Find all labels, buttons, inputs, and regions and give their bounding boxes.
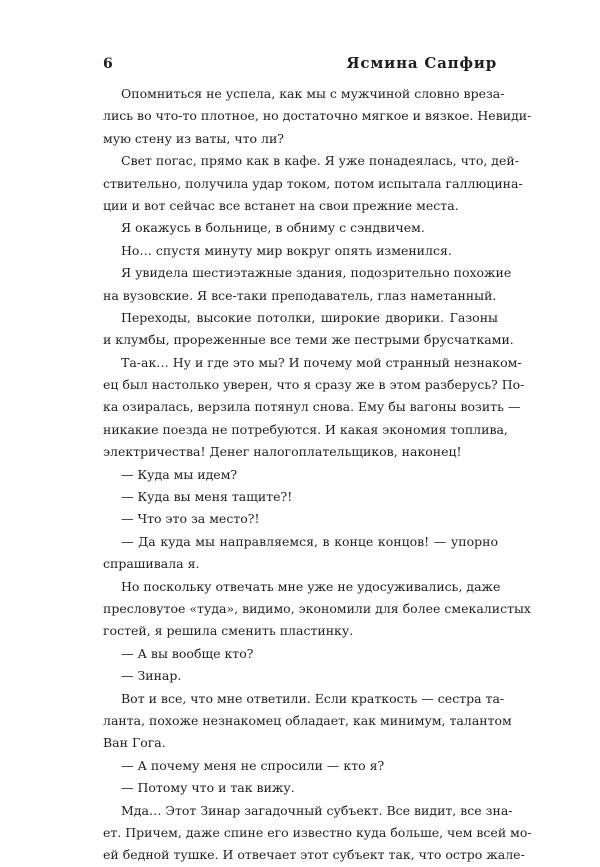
text-line: ет. Причем, даже спине его известно куда больше, чем всей мо- [103, 824, 532, 840]
text-line: — А почему меня не спросили — кто я? [121, 757, 385, 773]
text-line: на вузовские. Я все-таки преподаватель, глаз наметанный. [103, 287, 497, 303]
text-line: Мда… Этот Зинар загадочный субъект. Все видит, все зна- [121, 802, 513, 818]
text-line: — Зинар. [121, 668, 182, 684]
text-line: никакие поезда не потребуются. И какая экономия топлива, [103, 421, 508, 437]
text-line: ка озиралась, верзила потянул снова. Ему бы вагоны возить — [103, 399, 521, 415]
text-line: Опомниться не успела, как мы с мужчиной словно вреза- [121, 86, 505, 101]
text-line: лись во что-то плотное, но достаточно мягкое и вязкое. Невиди- [103, 108, 532, 124]
text-line: ции и вот сейчас все встанет на свои прежние места. [103, 197, 459, 213]
text-line: Но поскольку отвечать мне уже не удосуживались, даже [121, 578, 501, 594]
text-line: ствительно, получила удар током, потом испытала галлюцина- [103, 175, 523, 191]
text-line: — Да куда мы направляемся, в конце концов! — упорно [121, 533, 498, 549]
text-line: гостей, я решила сменить пластинку. [103, 623, 354, 639]
text-line: Та-ак… Ну и где это мы? И почему мой странный незнаком- [121, 354, 522, 370]
text-line: Ван Гога. [103, 735, 166, 751]
text-line: — Куда мы идем? [121, 466, 238, 482]
text-line: ец был настолько уверен, что я сразу же в этом разберусь? По- [103, 377, 525, 393]
text-line: — Что это за место?! [121, 511, 260, 527]
text-line: Свет погас, прямо как в кафе. Я уже понадеялась, что, дей- [121, 153, 519, 169]
text-line: — Куда вы меня тащите?! [121, 489, 293, 505]
text-line: Я увидела шестиэтажные здания, подозрительно похожие [121, 265, 512, 281]
text-line: Но… спустя минуту мир вокруг опять изменился. [121, 242, 452, 258]
text-line: мую стену из ваты, что ли? [103, 130, 284, 146]
body-text [103, 83, 532, 867]
text-line: ей бедной тушке. И отвечает этот субъект так, что остро жале- [103, 847, 525, 863]
text-line: пресловутое «туда», видимо, экономили для более смекалистых [103, 600, 531, 616]
text-line: Переходы, высокие потолки, широкие дворики. Газоны [121, 309, 498, 325]
text-line: — А вы вообще кто? [121, 645, 254, 661]
text-line: спрашивала я. [103, 556, 200, 572]
page-number: 6 [103, 56, 113, 72]
text-line: ланта, похоже незнакомец обладает, как минимум, талантом [103, 712, 512, 728]
text-line: электричества! Денег налогоплательщиков, наконец! [103, 444, 462, 460]
running-head-author: Ясмина Сапфир [346, 54, 497, 72]
text-line: — Потому что и так вижу. [121, 780, 295, 796]
text-line: Вот и все, что мне ответили. Если краткость — сестра та- [121, 690, 505, 706]
text-line: Я окажусь в больнице, в обниму с сэндвичем. [121, 220, 425, 236]
text-line: и клумбы, прореженные все теми же пестрыми брусчатками. [103, 332, 514, 348]
